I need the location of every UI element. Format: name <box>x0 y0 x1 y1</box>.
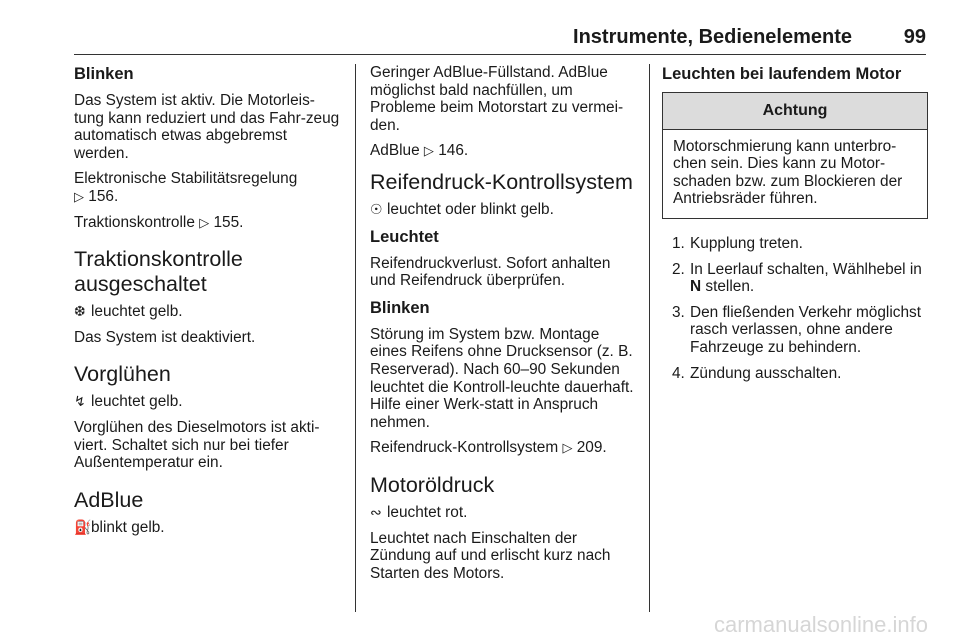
paragraph: Störung im System bzw. Montage eines Reifens ohne Drucksensor (z. B. Reserverad). Nach 60–90 Sekunden leuchtet die Kontroll-leuchte dauerhaft. Hilfe einer Werk-statt in Anspruch nehmen. <box>370 325 634 431</box>
section-heading-adblue: AdBlue <box>74 487 144 512</box>
list-item: 4. Zündung ausschalten. <box>672 364 842 382</box>
section-heading-tpms: Reifendruck-Kontrollsystem <box>370 169 633 194</box>
watermark: carmanualsonline.info <box>713 612 928 637</box>
subheading-leuchtet: Leuchtet <box>370 227 439 246</box>
warning-box <box>662 92 928 219</box>
esp-label: Elektronische Stabilitätsregelung <box>74 170 298 188</box>
paragraph: Reifendruck-Kontrollsystem ▷ 209. <box>370 439 607 457</box>
paragraph: ☉ leuchtet oder blinkt gelb. <box>370 200 554 218</box>
paragraph <box>74 170 344 205</box>
paragraph: AdBlue ▷ 146. <box>370 142 469 160</box>
section-heading-oil: Motoröldruck <box>370 472 495 497</box>
paragraph: Vorglühen des Dieselmotors ist akti-viert. Schaltet sich nur bei tiefer Außentemperatur ein. <box>74 418 320 472</box>
page-reference-link[interactable]: 146. <box>438 142 469 160</box>
warning-text: Motorschmierung kann unterbro-chen sein. Dies kann zu Motor-schaden bzw. zum Blockieren der Antriebsräder führen. <box>673 137 903 208</box>
page-header <box>74 26 926 54</box>
subheading-running-engine: Leuchten bei laufendem Motor <box>662 65 902 83</box>
paragraph: ❆ leuchtet gelb. <box>74 303 183 321</box>
warning-title: Achtung <box>663 93 927 130</box>
paragraph: Geringer AdBlue-Füllstand. AdBlue möglichst bald nachfüllen, um Probleme beim Motorstart zu vermei-den. <box>370 64 624 134</box>
arrow-right-icon: ▷ <box>74 188 84 204</box>
paragraph: ⛽blinkt gelb. <box>74 518 165 536</box>
page-reference-link[interactable]: 155. <box>213 213 244 231</box>
paragraph: Das System ist deaktiviert. <box>74 328 256 346</box>
arrow-right-icon: ▷ <box>423 143 434 159</box>
oil-can-icon: ∾ <box>370 503 382 520</box>
header-divider <box>74 54 926 55</box>
section-heading-tc-off: Traktionskontrolle ausgeschaltet <box>74 247 243 297</box>
column-1 <box>74 64 344 544</box>
steps-list <box>662 235 928 382</box>
tc-label: Traktionskontrolle <box>74 213 195 231</box>
paragraph <box>74 214 344 232</box>
page-number: 99 <box>903 26 926 48</box>
subheading-blinken: Blinken <box>370 298 430 317</box>
list-item: 1. Kupplung treten. <box>672 234 803 252</box>
paragraph: Reifendruckverlust. Sofort anhalten und Reifendruck überprüfen. <box>370 254 611 290</box>
list-item: 2. In Leerlauf schalten, Wählhebel in N stellen. <box>672 260 922 296</box>
section-heading-preglow: Vorglühen <box>74 362 171 387</box>
column-2 <box>370 64 638 590</box>
page-reference-link[interactable]: 156. <box>88 187 119 205</box>
column-divider <box>649 64 650 612</box>
paragraph: ↯ leuchtet gelb. <box>74 393 183 411</box>
column-3 <box>662 64 928 390</box>
paragraph: Leuchtet nach Einschalten der Zündung auf und erlischt kurz nach Starten des Motors. <box>370 529 611 582</box>
traction-control-off-icon: ❆ <box>74 303 86 320</box>
chapter-title: Instrumente, Bedienelemente <box>573 26 852 48</box>
glow-plug-icon: ↯ <box>74 393 86 410</box>
page-reference-link[interactable]: 209. <box>576 439 607 457</box>
adblue-icon: ⛽ <box>74 518 92 535</box>
column-divider <box>355 64 356 612</box>
paragraph: ∾ leuchtet rot. <box>370 503 468 521</box>
tire-pressure-icon: ☉ <box>370 200 383 217</box>
subheading-blinken: Blinken <box>74 65 134 83</box>
list-item: 3. Den fließenden Verkehr möglichst rasch verlassen, ohne andere Fahrzeuge zu behindern. <box>672 303 921 356</box>
arrow-right-icon: ▷ <box>199 214 210 230</box>
arrow-right-icon: ▷ <box>562 440 573 456</box>
paragraph: Das System ist aktiv. Die Motorleis-tung kann reduziert und das Fahr-zeug automatisch etwas abgebremst werden. <box>74 92 340 162</box>
